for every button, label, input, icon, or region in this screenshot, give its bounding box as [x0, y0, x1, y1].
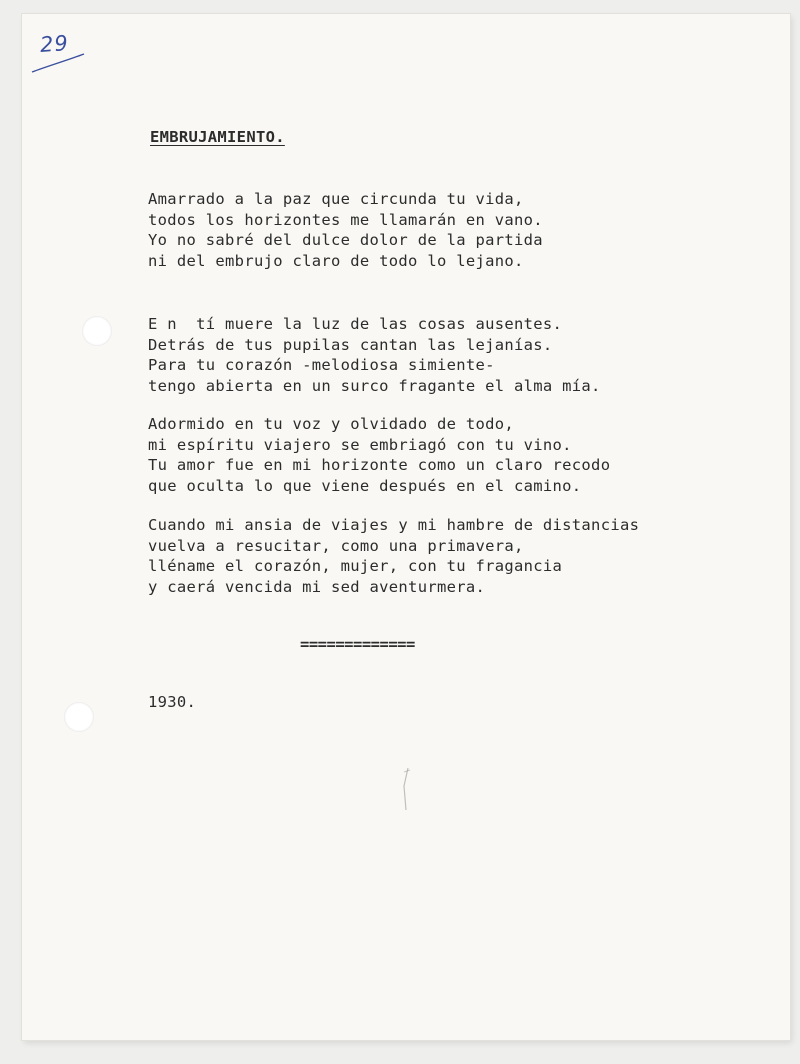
poem-stanza-3	[148, 414, 748, 496]
poem-line: ni del embrujo claro de todo lo lejano.	[148, 251, 524, 270]
poem-line: Adormido en tu voz y olvidado de todo,	[148, 415, 515, 433]
punch-hole-top	[82, 316, 112, 346]
poem-line: Amarrado a la paz que circunda tu vida,	[148, 190, 524, 208]
poem-line: Cuando mi ansia de viajes y mi hambre de distancias	[148, 516, 640, 534]
typewritten-page	[22, 14, 790, 1040]
poem-line: tengo abierta en un surco fragante el alma mía.	[148, 376, 601, 395]
poem-line: y caerá vencida mi sed aventurmera.	[148, 577, 486, 596]
poem-stanza-4	[148, 515, 748, 597]
poem-line: mi espíritu viajero se embriagó con tu vino.	[148, 435, 572, 454]
poem-title: EMBRUJAMIENTO.	[150, 128, 285, 146]
poem-stanza-2	[148, 314, 748, 396]
poem-line: vuelva a resucitar, como una primavera,	[148, 536, 524, 555]
poem-line: todos los horizontes me llamarán en vano.	[148, 210, 543, 229]
poem-line: Yo no sabré del dulce dolor de la partida	[148, 231, 543, 249]
poem-line: que oculta lo que viene después en el camino.	[148, 476, 582, 495]
punch-hole-bottom	[64, 702, 94, 732]
poem-line: Detrás de tus pupilas cantan las lejanías.	[148, 335, 553, 354]
poem-stanza-1	[148, 189, 748, 271]
poem-line: E n tí muere la luz de las cosas ausentes.	[148, 315, 563, 333]
poem-line: lléname el corazón, mujer, con tu fragancia	[148, 557, 563, 575]
handwritten-stroke-mark	[28, 52, 88, 76]
poem-line: Para tu corazón -melodiosa simiente-	[148, 356, 495, 374]
handwritten-page-number: 29	[39, 31, 70, 57]
poem-date: 1930.	[148, 693, 197, 711]
section-separator: =============	[300, 635, 415, 653]
ink-mark	[396, 766, 416, 812]
poem-line: Tu amor fue en mi horizonte como un claro recodo	[148, 456, 611, 474]
